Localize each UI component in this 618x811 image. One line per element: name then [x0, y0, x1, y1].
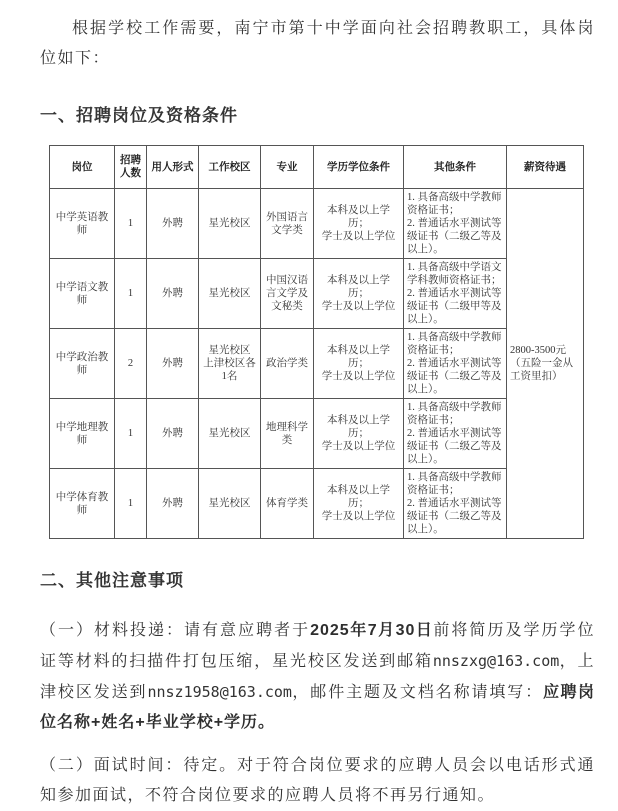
cell-other-conditions: 1. 具备高级中学教师资格证书； 2. 普通话水平测试等级证书（二级乙等及以上）。 [404, 329, 507, 399]
cell-campus: 星光校区 [199, 399, 261, 469]
cell-campus: 星光校区 [199, 469, 261, 539]
col-header-form: 用人形式 [147, 146, 199, 189]
cell-position: 中学地理教师 [50, 399, 115, 469]
cell-degree: 本科及以上学历； 学士及以上学位 [314, 329, 404, 399]
cell-degree: 本科及以上学历； 学士及以上学位 [314, 189, 404, 259]
table-row [50, 399, 584, 469]
col-header-campus: 工作校区 [199, 146, 261, 189]
section-heading-notes: 二、其他注意事项 [40, 571, 184, 590]
email-xingguang: nnszxg@163.com [432, 652, 560, 670]
col-header-major: 专业 [261, 146, 314, 189]
table-row [50, 189, 584, 259]
email-subject-format: 应聘岗位名称+姓名+毕业学校+学历。 [40, 684, 595, 731]
cell-position: 中学语文教师 [50, 259, 115, 329]
email-shangjin: nnsz1958@163.com [147, 683, 292, 701]
cell-other-conditions: 1. 具备高级中学教师资格证书； 2. 普通话水平测试等级证书（二级乙等及以上）。 [404, 469, 507, 539]
section-heading-jobs: 一、招聘岗位及资格条件 [40, 106, 238, 125]
cell-salary: 2800-3500元（五险一金从工资里扣） [507, 189, 584, 539]
cell-other-conditions: 1. 具备高级中学教师资格证书； 2. 普通话水平测试等级证书（二级乙等及以上）。 [404, 399, 507, 469]
note1-text: ，邮件主题及文档名称请填写： [291, 684, 544, 701]
deadline-date: 2025年7月30日 [310, 622, 434, 639]
cell-form: 外聘 [147, 399, 199, 469]
table-row [50, 469, 584, 539]
note-paragraph-materials [40, 616, 595, 738]
cell-position: 中学英语教师 [50, 189, 115, 259]
cell-count: 1 [115, 399, 147, 469]
cell-form: 外聘 [147, 469, 199, 539]
intro-paragraph: 根据学校工作需要，南宁市第十中学面向社会招聘教职工，具体岗位如下： [40, 20, 595, 67]
cell-degree: 本科及以上学历； 学士及以上学位 [314, 259, 404, 329]
cell-form: 外聘 [147, 189, 199, 259]
note-paragraph-interview: （二）面试时间：待定。对于符合岗位要求的应聘人员会以电话形式通知参加面试，不符合岗位要求的应聘人员将不再另行通知。 [40, 757, 595, 804]
cell-campus: 星光校区 [199, 259, 261, 329]
cell-count: 1 [115, 469, 147, 539]
cell-campus: 星光校区 [199, 189, 261, 259]
col-header-other: 其他条件 [404, 146, 507, 189]
cell-count: 2 [115, 329, 147, 399]
cell-major: 中国汉语言文学及文秘类 [261, 259, 314, 329]
col-header-degree: 学历学位条件 [314, 146, 404, 189]
cell-major: 政治学类 [261, 329, 314, 399]
cell-degree: 本科及以上学历； 学士及以上学位 [314, 399, 404, 469]
table-header-row [50, 146, 584, 189]
cell-position: 中学体育教师 [50, 469, 115, 539]
cell-major: 体育学类 [261, 469, 314, 539]
cell-campus: 星光校区 上津校区各 1名 [199, 329, 261, 399]
col-header-position: 岗位 [50, 146, 115, 189]
col-header-count: 招聘人数 [115, 146, 147, 189]
table-row [50, 329, 584, 399]
cell-count: 1 [115, 259, 147, 329]
cell-major: 地理科学类 [261, 399, 314, 469]
cell-degree: 本科及以上学历； 学士及以上学位 [314, 469, 404, 539]
cell-other-conditions: 1. 具备高级中学语文学科教师资格证书； 2. 普通话水平测试等级证书（二级甲等及以上）。 [404, 259, 507, 329]
cell-other-conditions: 1. 具备高级中学教师资格证书； 2. 普通话水平测试等级证书（二级乙等及以上）。 [404, 189, 507, 259]
cell-form: 外聘 [147, 329, 199, 399]
table-row [50, 259, 584, 329]
cell-form: 外聘 [147, 259, 199, 329]
cell-count: 1 [115, 189, 147, 259]
cell-major: 外国语言文学类 [261, 189, 314, 259]
jobs-table-wrapper [49, 145, 595, 539]
note1-text: ，上津校区发送到 [40, 653, 595, 701]
col-header-salary: 薪资待遇 [507, 146, 584, 189]
note1-text: （一）材料投递：请有意应聘者于 [40, 622, 311, 639]
cell-position: 中学政治教师 [50, 329, 115, 399]
jobs-table [49, 145, 584, 539]
note1-text: 前将简历及学历学位证等材料的扫描件打包压缩，星光校区发送到邮箱 [40, 622, 595, 670]
